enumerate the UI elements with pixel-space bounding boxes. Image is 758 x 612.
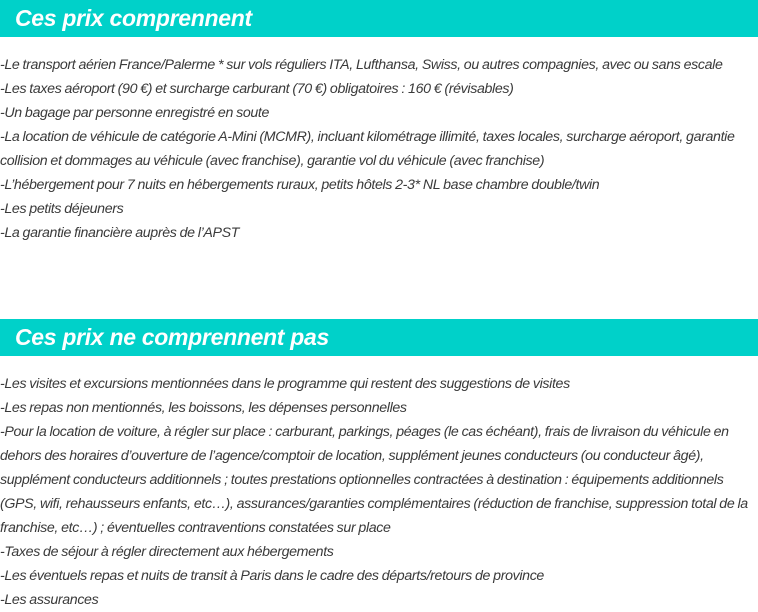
list-item: -Les éventuels repas et nuits de transit à Paris dans le cadre des départs/retours de province bbox=[0, 568, 544, 584]
included-title: Ces prix comprennent bbox=[15, 5, 252, 31]
list-item: -Le transport aérien France/Palerme * sur vols réguliers ITA, Lufthansa, Swiss, ou autres compagnies, avec ou sans escale bbox=[0, 57, 723, 73]
included-section-header bbox=[0, 0, 758, 37]
included-list bbox=[0, 53, 758, 245]
list-item: -Les taxes aéroport (90 €) et surcharge carburant (70 €) obligatoires : 160 € (révisables) bbox=[0, 81, 514, 97]
list-item: -L’hébergement pour 7 nuits en hébergements ruraux, petits hôtels 2-3* NL base chambre double/twin bbox=[0, 177, 600, 193]
list-item: -Les repas non mentionnés, les boissons, les dépenses personnelles bbox=[0, 400, 407, 416]
list-item: -Pour la location de voiture, à régler sur place : carburant, parkings, péages (le cas échéant), frais de livraison du véhicule en dehors des horaires d’ouverture de l’agence/comptoir de location, supplément jeunes conducteurs (ou conducteur âgé), supplément conducteurs additionnels ; toutes prestations optionnelles contractées à destination : équipements additionnels (GPS, wifi, rehausseurs enfants, etc…), assurances/garanties complémentaires (réduction de franchise, suppression total de la franchise, etc…) ; éventuelles contraventions constatées sur place bbox=[0, 424, 748, 536]
excluded-title: Ces prix ne comprennent pas bbox=[15, 324, 329, 350]
list-item: -La garantie financière auprès de l’APST bbox=[0, 225, 240, 241]
list-item: -Taxes de séjour à régler directement aux hébergements bbox=[0, 544, 334, 560]
list-item: -Les assurances bbox=[0, 592, 99, 608]
list-item: -Un bagage par personne enregistré en soute bbox=[0, 105, 270, 121]
excluded-list bbox=[0, 372, 758, 612]
excluded-section-header bbox=[0, 319, 758, 356]
list-item: -Les visites et excursions mentionnées dans le programme qui restent des suggestions de visites bbox=[0, 376, 570, 392]
list-item: -La location de véhicule de catégorie A-Mini (MCMR), incluant kilométrage illimité, taxes locales, surcharge aéroport, garantie collision et dommages au véhicule (avec franchise), garantie vol du véhicule (avec franchise) bbox=[0, 129, 735, 169]
list-item: -Les petits déjeuners bbox=[0, 201, 124, 217]
